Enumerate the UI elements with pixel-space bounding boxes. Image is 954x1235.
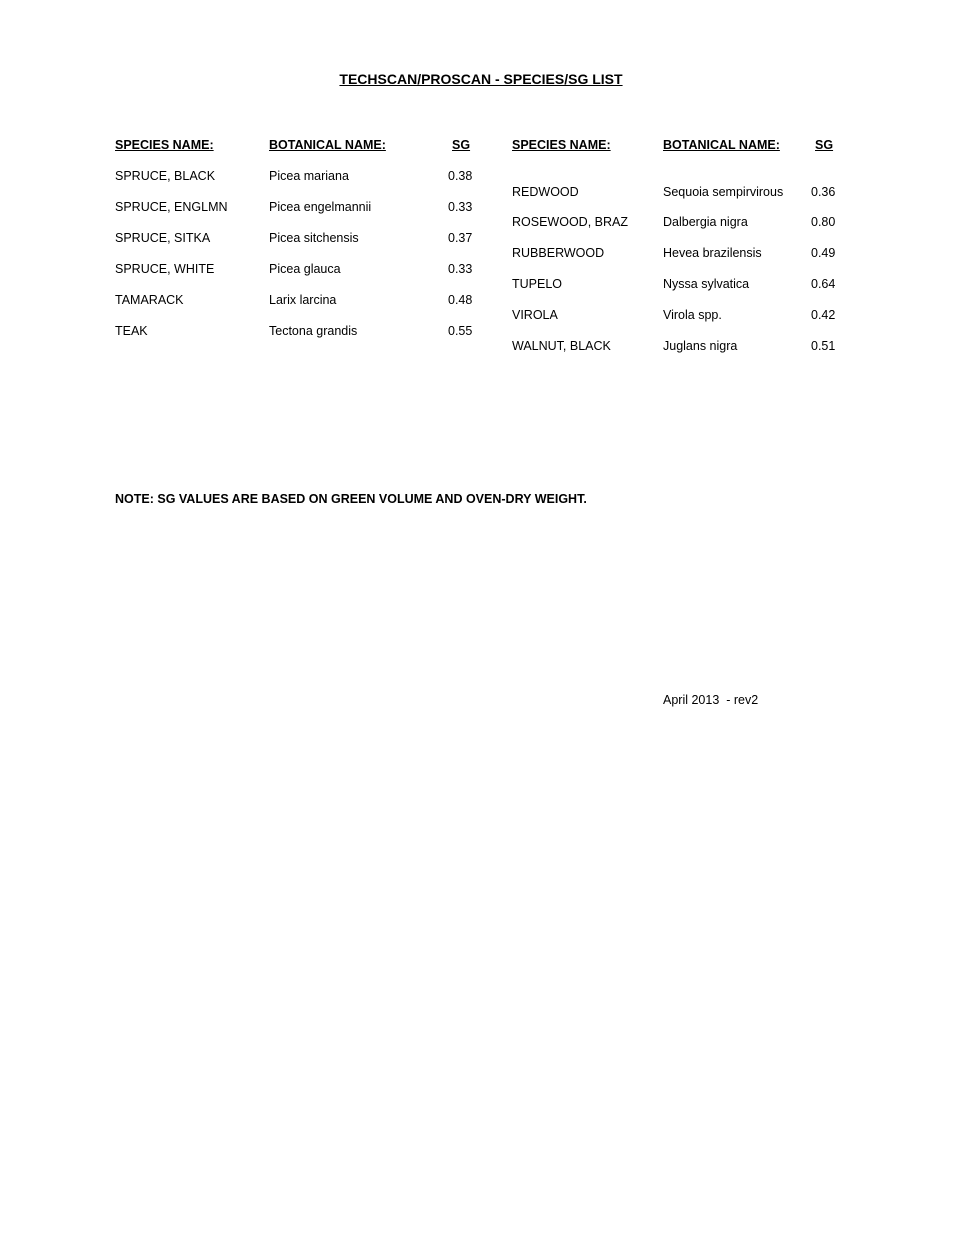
botanical-name: Virola spp. <box>663 308 722 322</box>
sg-value: 0.80 <box>811 215 836 229</box>
species-name: TEAK <box>115 324 148 338</box>
botanical-name-header: BOTANICAL NAME: <box>663 138 780 152</box>
sg-value: 0.51 <box>811 339 836 353</box>
sg-value: 0.49 <box>811 246 836 260</box>
table-row <box>115 323 480 339</box>
table-row <box>512 184 842 200</box>
species-name: RUBBERWOOD <box>512 246 605 260</box>
table-row <box>115 261 480 277</box>
sg-value: 0.64 <box>811 277 836 291</box>
revision-date: April 2013 - rev2 <box>663 693 759 707</box>
table-header <box>512 137 842 153</box>
species-name: SPRUCE, BLACK <box>115 169 216 183</box>
botanical-name: Dalbergia nigra <box>663 215 748 229</box>
species-name-header: SPECIES NAME: <box>512 138 611 152</box>
page-title: TECHSCAN/PROSCAN - SPECIES/SG LIST <box>339 71 623 87</box>
table-row <box>512 214 842 230</box>
species-name: REDWOOD <box>512 185 579 199</box>
species-name: SPRUCE, WHITE <box>115 262 215 276</box>
species-name: SPRUCE, ENGLMN <box>115 200 228 214</box>
botanical-name: Tectona grandis <box>269 324 358 338</box>
sg-header: SG <box>452 138 471 152</box>
botanical-name: Picea glauca <box>269 262 341 276</box>
species-name: SPRUCE, SITKA <box>115 231 211 245</box>
table-row <box>115 168 480 184</box>
sg-value: 0.33 <box>448 262 473 276</box>
table-row <box>115 230 480 246</box>
species-name: WALNUT, BLACK <box>512 339 611 353</box>
footnote: NOTE: SG VALUES ARE BASED ON GREEN VOLUME AND OVEN-DRY WEIGHT. <box>115 492 587 506</box>
sg-value: 0.38 <box>448 169 473 183</box>
botanical-name: Picea sitchensis <box>269 231 359 245</box>
table-header <box>115 137 480 153</box>
botanical-name: Picea mariana <box>269 169 349 183</box>
sg-value: 0.55 <box>448 324 473 338</box>
species-name: TAMARACK <box>115 293 184 307</box>
species-name: TUPELO <box>512 277 563 291</box>
table-row <box>115 199 480 215</box>
table-row <box>512 245 842 261</box>
botanical-name: Larix larcina <box>269 293 337 307</box>
sg-value: 0.37 <box>448 231 473 245</box>
table-row <box>115 292 480 308</box>
species-name: ROSEWOOD, BRAZ <box>512 215 628 229</box>
table-row <box>512 307 842 323</box>
sg-header: SG <box>815 138 834 152</box>
botanical-name: Sequoia sempirvirous <box>663 185 784 199</box>
table-row <box>512 338 842 354</box>
botanical-name-header: BOTANICAL NAME: <box>269 138 386 152</box>
botanical-name: Picea engelmannii <box>269 200 372 214</box>
species-name-header: SPECIES NAME: <box>115 138 214 152</box>
species-name: VIROLA <box>512 308 558 322</box>
sg-value: 0.36 <box>811 185 836 199</box>
sg-value: 0.48 <box>448 293 473 307</box>
botanical-name: Juglans nigra <box>663 339 738 353</box>
table-row <box>512 276 842 292</box>
sg-value: 0.33 <box>448 200 473 214</box>
sg-value: 0.42 <box>811 308 836 322</box>
botanical-name: Hevea brazilensis <box>663 246 762 260</box>
botanical-name: Nyssa sylvatica <box>663 277 750 291</box>
